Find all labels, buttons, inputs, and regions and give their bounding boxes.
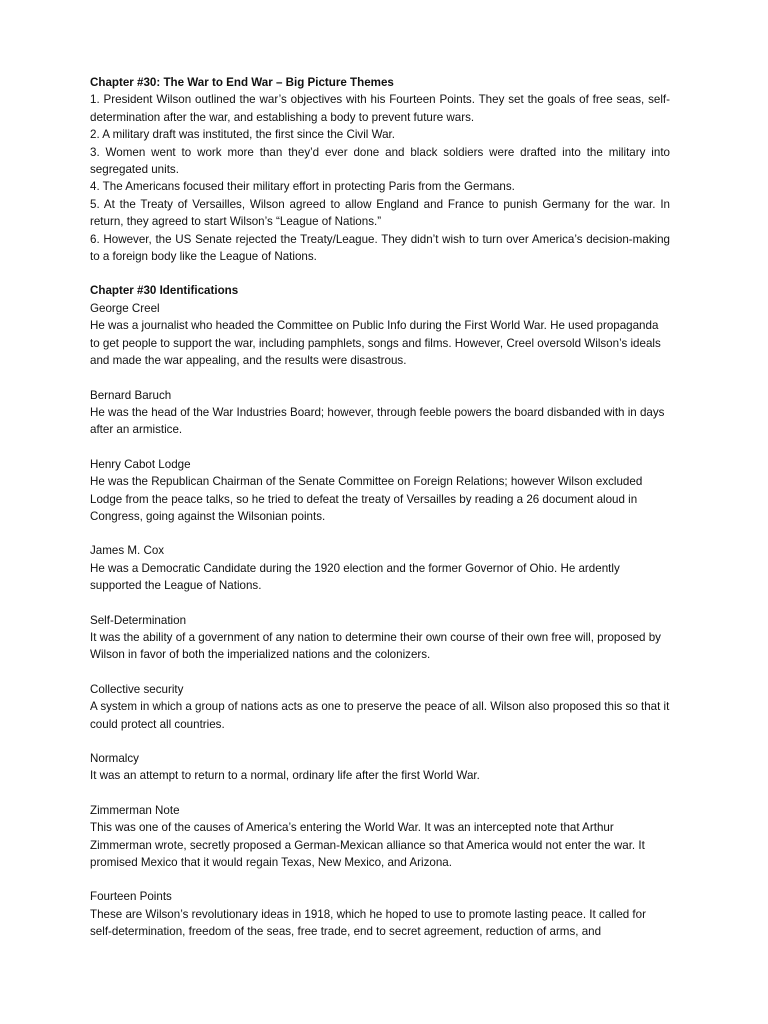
term-henry-cabot-lodge [90,456,670,526]
theme-item-3: 3. Women went to work more than they’d ever done and black soldiers were drafted into the military into segregated units. [90,145,670,177]
term-fourteen-points [90,888,670,940]
term-zimmerman-note [90,802,670,872]
term-collective-security [90,681,670,733]
term-definition: He was a Democratic Candidate during the 1920 election and the former Governor of Ohio. He ardently supported the League of Nations. [90,561,620,593]
term-george-creel [90,300,670,370]
theme-item-1: 1. President Wilson outlined the war’s objectives with his Fourteen Points. They set the goals of free seas, self-determination after the war, and establishing a body to prevent future wars. [90,93,670,124]
term-bernard-baruch [90,387,670,439]
term-definition: It was the ability of a government of any nation to determine their own course of their own free will, proposed by Wilson in favor of both the imperialized nations and the colonizers. [90,630,661,662]
term-title: Henry Cabot Lodge [90,457,191,471]
term-title: Zimmerman Note [90,803,180,817]
term-title: Collective security [90,682,184,696]
identifications-heading: Chapter #30 Identifications [90,284,239,298]
term-definition: This was one of the causes of America’s entering the World War. It was an intercepted note that Arthur Zimmerman wrote, secretly proposed a German-Mexican alliance so that America would not enter the war. It promised Mexico that it would regain Texas, New Mexico, and Arizona. [90,821,645,870]
term-title: George Creel [90,301,160,315]
term-normalcy [90,750,670,785]
term-james-m-cox [90,542,670,594]
themes-heading: Chapter #30: The War to End War – Big Picture Themes [90,76,394,89]
term-title: Normalcy [90,752,139,765]
document-page [90,74,670,941]
term-definition: He was a journalist who headed the Committee on Public Info during the First World War. He used propaganda to get people to support the war, including pamphlets, songs and films. However, Creel oversold Wilson’s ideals and made the war appealing, and the results were disastrous. [90,319,661,368]
theme-item-4: 4. The Americans focused their military effort in protecting Paris from the Germans. [90,180,515,194]
term-title: Self-Determination [90,613,187,627]
term-self-determination [90,612,670,664]
identifications-list [90,300,670,941]
theme-item-5: 5. At the Treaty of Versailles, Wilson agreed to allow England and France to punish Germany for the war. In return, they agreed to start Wilson’s “League of Nations.” [90,197,670,229]
term-definition: These are Wilson’s revolutionary ideas in 1918, which he hoped to use to promote lasting peace. It called for self-determination, freedom of the seas, free trade, end to secret agreement, reduction of arms, and [90,907,646,939]
themes-list [90,91,670,265]
term-title: James M. Cox [90,544,165,558]
term-definition: A system in which a group of nations acts as one to preserve the peace of all. Wilson also proposed this so that it could protect all countries. [90,700,670,731]
term-title: Fourteen Points [90,890,172,904]
theme-item-6: 6. However, the US Senate rejected the Treaty/League. They didn’t wish to turn over America’s decision-making to a foreign body like the League of Nations. [90,232,670,264]
term-definition: He was the head of the War Industries Board; however, through feeble powers the board disbanded with in days after an armistice. [90,405,665,437]
term-title: Bernard Baruch [90,388,172,402]
section-spacer [90,265,670,282]
theme-item-2: 2. A military draft was instituted, the first since the Civil War. [90,128,395,142]
term-definition: He was the Republican Chairman of the Senate Committee on Foreign Relations; however Wilson excluded Lodge from the peace talks, so he tried to defeat the treaty of Versailles by reading a 26 document aloud in Congress, going against the Wilsonian points. [90,475,643,523]
term-definition: It was an attempt to return to a normal, ordinary life after the first World War. [90,769,480,783]
